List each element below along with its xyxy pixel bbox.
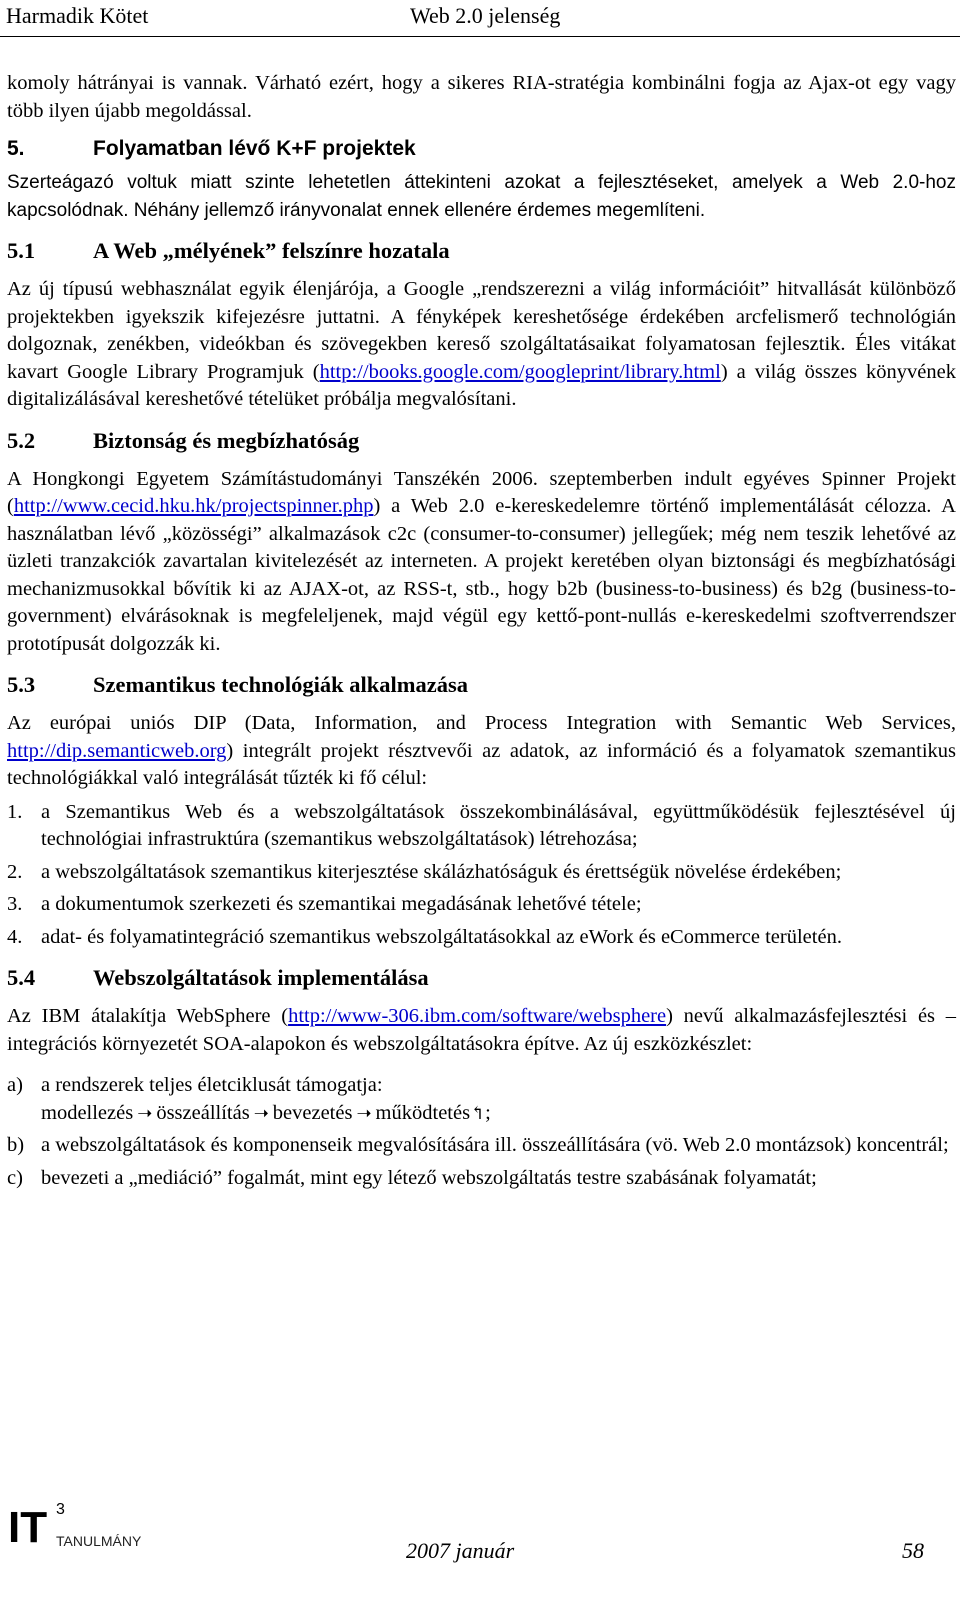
it3-logo (6, 1496, 166, 1566)
step-end: ; (485, 1101, 491, 1124)
logo-superscript: 3 (56, 1501, 65, 1518)
lifecycle-steps (41, 1102, 491, 1124)
paragraph-text: ) nevű alkalmazásfejlesztési és –integrációs környezetét SOA-alapokon és webszolgáltatásokra építve. Az új eszközkészlet: (7, 1005, 956, 1055)
websphere-link[interactable]: http://www-306.ibm.com/software/websphere (288, 1005, 667, 1027)
list-item-text: a dokumentumok szerkezeti és szemantikai megadásának lehetővé tétele; (41, 893, 642, 915)
list-item (7, 1072, 956, 1127)
list-item-text: a webszolgáltatások és komponenseik megvalósítására ill. összeállítására (vö. Web 2.0 montázsok) koncentrál; (41, 1134, 949, 1156)
intro-paragraph: komoly hátrányai is vannak. Várható ezért, hogy a sikeres RIA-stratégia kombinálni fogja az Ajax-ot egy vagy több ilyen újabb megoldással. (7, 72, 956, 122)
dip-goals-list (7, 799, 956, 952)
list-item (7, 1132, 956, 1160)
list-item (7, 799, 956, 854)
section-title: A Web „mélyének” felszínre hozatala (93, 238, 450, 263)
list-item (7, 1165, 956, 1193)
arrow-right-icon: ➝ (253, 1102, 269, 1123)
section-number: 5.2 (7, 427, 36, 453)
list-item-text: bevezeti a „mediáció” fogalmát, mint egy létező webszolgáltatás testre szabásának folyamatát; (41, 1166, 817, 1189)
list-marker: 1. (7, 800, 23, 823)
section-5-4-heading (7, 963, 956, 993)
list-marker: b) (7, 1134, 25, 1156)
dip-semanticweb-link[interactable]: http://dip.semanticweb.org (7, 739, 227, 762)
list-marker: a) (7, 1074, 23, 1096)
toolset-list (7, 1072, 956, 1192)
section-title: Webszolgáltatások implementálása (93, 965, 429, 990)
section-5-heading (7, 135, 956, 163)
section-number: 5.3 (7, 672, 36, 697)
step-label: működtetés (375, 1101, 471, 1124)
section-5-3-heading (7, 670, 956, 700)
header-topic: Web 2.0 jelenség (410, 3, 561, 28)
page-number: 58 (902, 1538, 924, 1563)
list-marker: 2. (7, 860, 23, 883)
step-label: összeállítás (156, 1101, 250, 1124)
google-library-link[interactable]: http://books.google.com/googleprint/library.html (319, 360, 721, 383)
section-title: Biztonság és megbízhatóság (93, 427, 360, 453)
footer-date: 2007 január (406, 1538, 515, 1563)
list-item-text: a Szemantikus Web és a webszolgáltatások összekombinálásával, együttműködésük fejlesztésével új technológiai infrastruktúra (szemantikus webszolgáltatások) létrehozása; (41, 800, 956, 850)
arrow-right-icon: ➝ (356, 1102, 372, 1123)
list-item (7, 891, 956, 919)
arrow-right-icon: ➝ (137, 1102, 153, 1123)
paragraph-text: Az európai uniós DIP (Data, Information, and Process Integration with Semantic Web Services, (7, 712, 956, 734)
section-5-paragraph: Szerteágazó voltuk miatt szinte lehetetlen áttekinteni azokat a fejlesztéseket, amelyek a Web 2.0-hoz kapcsolódnak. Néhány jellemző irányvonalat ennek ellenére érdemes megemlíteni. (7, 172, 956, 221)
paragraph-text: ) a Web 2.0 e-kereskedelemre történő implementálását célozza. A használatban lévő „közösségi” alkalmazások c2c (consumer-to-consumer) jellegűek; még nem teszik lehetővé az üzleti tranzakciók zavartalan kivitelezését az interneten. A projekt keretében olyan biztonsági és megbízhatósági mechanizmusokkal bővítik ki az AJAX-ot, az RSS-t, stb., hogy b2b (business-to-business) és b2g (business-to-government) elvárásoknak is megfeleljenek, majd végül egy kettő-pont-nullás e-kereskedelmi szoftverrendszer prototípusát dolgozzák ki. (7, 495, 956, 655)
section-5-2-heading (7, 426, 956, 456)
paragraph-text: Az új típusú webhasználat egyik élenjárója, a Google „rendszerezni a világ információit” hitvallását különböző projektekben igyekszik kifejezésre juttatni. A fényképek kereshetősége érdekében arcfelismerő technológián dolgoznak, zenékben, videókban és szövegekben kereső szolgáltatásaikat folyamatosan fejlesztik. Éles vitákat kavart Google Library Programjuk ( (7, 278, 956, 383)
list-item (7, 859, 956, 887)
spinner-project-link[interactable]: http://www.cecid.hku.hk/projectspinner.php (13, 495, 374, 517)
section-title: Folyamatban lévő K+F projektek (93, 137, 416, 160)
list-item (7, 924, 956, 952)
document-body (7, 70, 956, 1197)
header-volume: Harmadik Kötet (6, 3, 149, 28)
page-header (0, 0, 960, 37)
loop-back-arrow-icon: ↰ (470, 1102, 486, 1123)
paragraph-text: ) a világ összes könyvének digitalizálásával kereshetővé tételüket próbálja megvalósítani. (7, 360, 956, 410)
section-number: 5.4 (7, 965, 36, 990)
section-5-4-paragraph (7, 1003, 956, 1058)
section-5-2-paragraph (7, 466, 956, 659)
logo-text: TANULMÁNY (56, 1533, 142, 1549)
list-marker: c) (7, 1166, 23, 1189)
list-marker: 3. (7, 893, 23, 915)
list-marker: 4. (7, 925, 23, 948)
paragraph-text: Az IBM átalakítja WebSphere ( (7, 1005, 289, 1027)
list-item-text: adat- és folyamatintegráció szemantikus webszolgáltatásokkal az eWork és eCommerce területén. (41, 925, 842, 948)
step-label: bevezetés (272, 1101, 353, 1124)
section-number: 5. (7, 137, 25, 160)
paragraph-text: ) integrált projekt résztvevői az adatok, az információ és a folyamatok szemantikus technológiákkal való integrálását tűzték ki fő célul: (7, 739, 956, 789)
step-label: modellezés (41, 1101, 134, 1124)
section-number: 5.1 (7, 238, 36, 263)
section-5-1-heading (7, 236, 956, 266)
list-item-text: a rendszerek teljes életciklusát támogatja: (41, 1074, 383, 1096)
section-title: Szemantikus technológiák alkalmazása (93, 672, 469, 697)
logo-mark: IT (8, 1503, 48, 1552)
list-item-text: a webszolgáltatások szemantikus kiterjesztése skálázhatóságuk és érettségük növelése érdekében; (41, 860, 842, 883)
section-5-3-paragraph (7, 710, 956, 793)
section-5-1-paragraph (7, 276, 956, 414)
paragraph-text: A Hongkongi Egyetem Számítástudományi Tanszékén 2006. szeptemberben indult egyéves Spinner Projekt ( (7, 467, 956, 517)
